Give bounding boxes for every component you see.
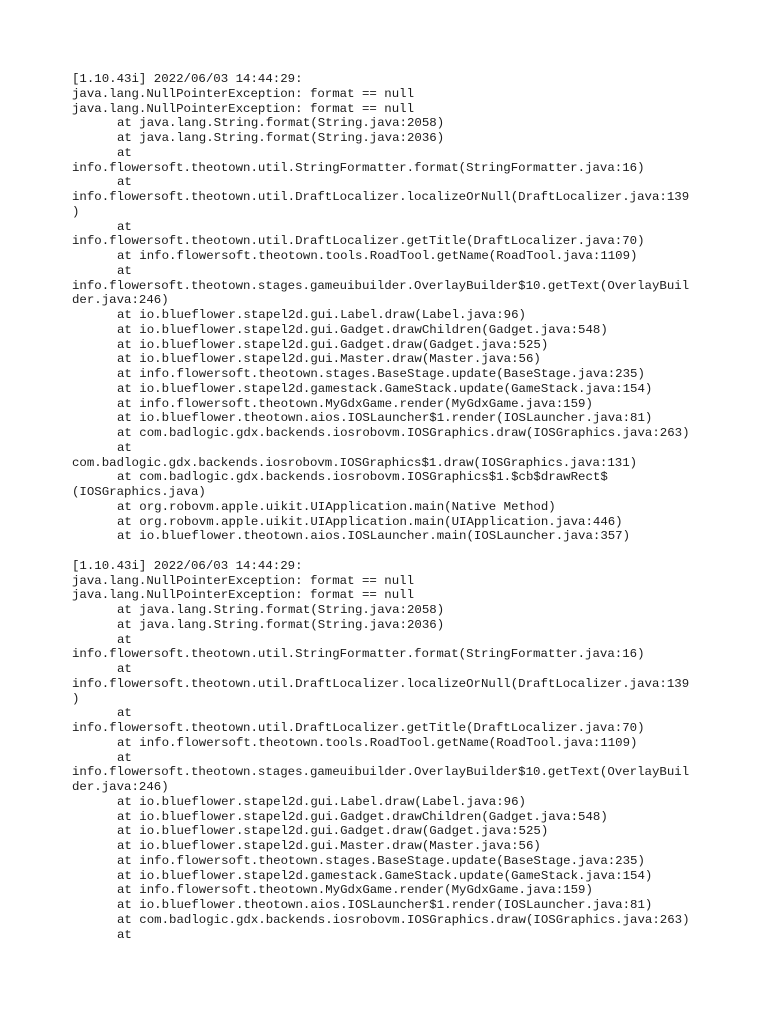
log-line: info.flowersoft.theotown.stages.gameuibuilder.OverlayBuilder$10.getText(OverlayBuil — [72, 765, 690, 780]
log-line: info.flowersoft.theotown.util.DraftLocalizer.getTitle(DraftLocalizer.java:70) — [72, 721, 645, 735]
log-line: java.lang.NullPointerException: format == null — [72, 573, 415, 588]
log-line: at com.badlogic.gdx.backends.iosrobovm.IOSGraphics$1.$cb$drawRect$ — [117, 470, 608, 485]
log-line: info.flowersoft.theotown.stages.gameuibuilder.OverlayBuilder$10.getText(OverlayBuil — [72, 278, 690, 293]
log-entry-header: [1.10.43i] 2022/06/03 14:44:29: — [72, 72, 303, 86]
log-line: der.java:246) — [72, 780, 169, 794]
log-line: at io.blueflower.stapel2d.gui.Label.draw(Label.java:96) — [117, 308, 526, 322]
log-line: info.flowersoft.theotown.util.StringFormatter.format(StringFormatter.java:16) — [72, 160, 645, 175]
log-line: at java.lang.String.format(String.java:2058) — [117, 603, 445, 617]
log-line: at io.blueflower.stapel2d.gui.Gadget.draw(Gadget.java:525) — [117, 824, 549, 839]
log-line: at io.blueflower.theotown.aios.IOSLauncher.main(IOSLauncher.java:357) — [117, 529, 631, 544]
log-line: at io.blueflower.stapel2d.gamestack.GameStack.update(GameStack.java:154) — [117, 381, 653, 396]
log-line: at com.badlogic.gdx.backends.iosrobovm.IOSGraphics.draw(IOSGraphics.java:263) — [117, 912, 690, 927]
stack-trace-log — [72, 72, 712, 942]
log-line: at — [117, 440, 132, 455]
log-line: at — [117, 219, 132, 234]
log-line: at info.flowersoft.theotown.tools.RoadTool.getName(RoadTool.java:1109) — [117, 735, 638, 750]
log-line: at io.blueflower.stapel2d.gui.Gadget.draw(Gadget.java:525) — [117, 337, 549, 352]
log-line: at — [117, 927, 132, 942]
log-line: java.lang.NullPointerException: format == null — [72, 588, 415, 603]
log-line: at — [117, 750, 132, 765]
log-line: java.lang.NullPointerException: format == null — [72, 101, 415, 116]
log-line: info.flowersoft.theotown.util.StringFormatter.format(StringFormatter.java:16) — [72, 647, 645, 662]
log-line: at io.blueflower.stapel2d.gui.Master.draw(Master.java:56) — [117, 839, 541, 853]
log-line: ) — [72, 691, 80, 706]
log-line: at java.lang.String.format(String.java:2036) — [117, 617, 445, 632]
log-line: at info.flowersoft.theotown.stages.BaseStage.update(BaseStage.java:235) — [117, 367, 645, 381]
log-line: at com.badlogic.gdx.backends.iosrobovm.IOSGraphics.draw(IOSGraphics.java:263) — [117, 426, 690, 440]
log-line: at io.blueflower.theotown.aios.IOSLauncher$1.render(IOSLauncher.java:81) — [117, 898, 653, 912]
log-line: at io.blueflower.stapel2d.gui.Master.draw(Master.java:56) — [117, 352, 541, 367]
log-line: info.flowersoft.theotown.util.DraftLocalizer.localizeOrNull(DraftLocalizer.java:139 — [72, 676, 690, 691]
log-entry-header: [1.10.43i] 2022/06/03 14:44:29: — [72, 558, 303, 573]
log-line: at info.flowersoft.theotown.tools.RoadTool.getName(RoadTool.java:1109) — [117, 249, 638, 263]
log-line: at — [117, 175, 132, 190]
block-separator — [72, 544, 712, 559]
log-line: info.flowersoft.theotown.util.DraftLocalizer.getTitle(DraftLocalizer.java:70) — [72, 234, 645, 249]
log-line: at info.flowersoft.theotown.MyGdxGame.render(MyGdxGame.java:159) — [117, 883, 593, 898]
log-line: at org.robovm.apple.uikit.UIApplication.main(UIApplication.java:446) — [117, 514, 623, 529]
log-line: der.java:246) — [72, 293, 169, 308]
log-line: at org.robovm.apple.uikit.UIApplication.main(Native Method) — [117, 499, 556, 514]
log-line: at info.flowersoft.theotown.stages.BaseStage.update(BaseStage.java:235) — [117, 853, 645, 868]
log-line: at io.blueflower.stapel2d.gui.Label.draw(Label.java:96) — [117, 794, 526, 809]
log-line: com.badlogic.gdx.backends.iosrobovm.IOSGraphics$1.draw(IOSGraphics.java:131) — [72, 455, 638, 470]
log-line: java.lang.NullPointerException: format == null — [72, 86, 415, 101]
log-line: at — [117, 263, 132, 278]
log-line: at java.lang.String.format(String.java:2036) — [117, 131, 445, 145]
log-line: at io.blueflower.stapel2d.gamestack.GameStack.update(GameStack.java:154) — [117, 868, 653, 883]
log-line: at io.blueflower.stapel2d.gui.Gadget.drawChildren(Gadget.java:548) — [117, 809, 608, 824]
log-line: at io.blueflower.stapel2d.gui.Gadget.drawChildren(Gadget.java:548) — [117, 322, 608, 337]
log-line: at — [117, 145, 132, 160]
log-line: ) — [72, 204, 80, 219]
log-line: at — [117, 632, 132, 647]
log-line: at — [117, 706, 132, 721]
log-line: at java.lang.String.format(String.java:2058) — [117, 116, 445, 131]
log-line: at — [117, 662, 132, 676]
log-line: info.flowersoft.theotown.util.DraftLocalizer.localizeOrNull(DraftLocalizer.java:139 — [72, 190, 690, 204]
log-line: at info.flowersoft.theotown.MyGdxGame.render(MyGdxGame.java:159) — [117, 396, 593, 411]
log-line: at io.blueflower.theotown.aios.IOSLauncher$1.render(IOSLauncher.java:81) — [117, 411, 653, 426]
log-line: (IOSGraphics.java) — [72, 485, 206, 499]
